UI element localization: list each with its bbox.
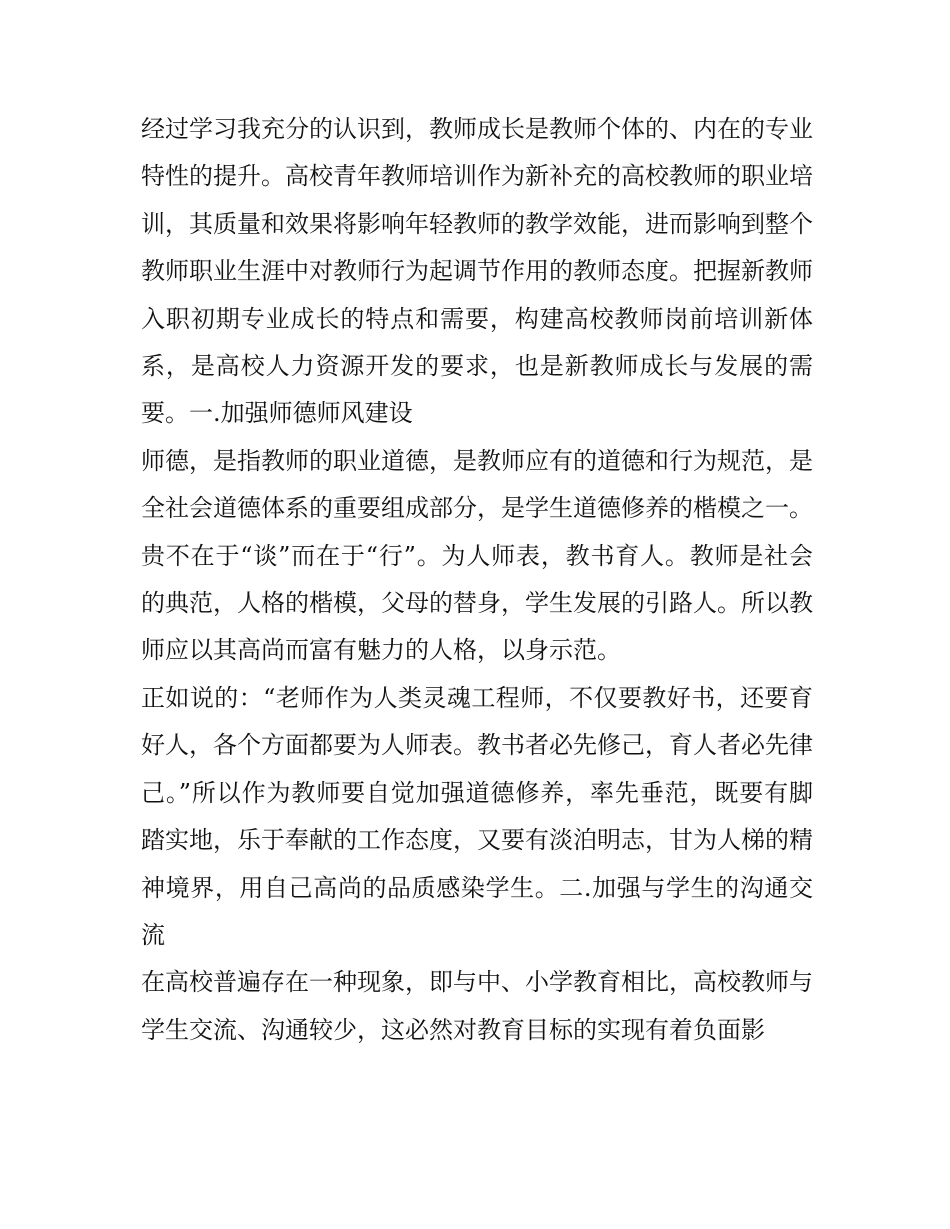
paragraph-communication: 在高校普遍存在一种现象，即与中、小学教育相比，高校教师与学生交流、沟通较少，这必然对教育目标的实现有着负面影 [141, 968, 813, 1044]
paragraph-teacher-ethics: 师德，是指教师的职业道德，是教师应有的道德和行为规范，是全社会道德体系的重要组成部分，是学生道德修养的楷模之一。贵不在于“谈”而在于“行”。为人师表，教书育人。教师是社会的典范，人格的楷模，父母的替身，学生发展的引路人。所以教师应以其高尚而富有魅力的人格，以身示范。 [141, 446, 813, 665]
document-page [141, 106, 813, 1054]
paragraph-role-model-quote: 正如说的：“老师作为人类灵魂工程师，不仅要教好书，还要育好人，各个方面都要为人师表。教书者必先修己，育人者必先律己。”所以作为教师要自觉加强道德修养，率先垂范，既要有脚踏实地，乐于奉献的工作态度，又要有淡泊明志，甘为人梯的精神境界，用自己高尚的品质感染学生。二.加强与学生的沟通交流 [141, 683, 813, 949]
paragraph-teacher-growth: 经过学习我充分的认识到，教师成长是教师个体的、内在的专业特性的提升。高校青年教师培训作为新补充的高校教师的职业培训，其质量和效果将影响年轻教师的教学效能，进而影响到整个教师职业生涯中对教师行为起调节作用的教师态度。把握新教师入职初期专业成长的特点和需要，构建高校教师岗前培训新体系，是高校人力资源开发的要求，也是新教师成长与发展的需要。一.加强师德师风建设 [141, 115, 813, 428]
